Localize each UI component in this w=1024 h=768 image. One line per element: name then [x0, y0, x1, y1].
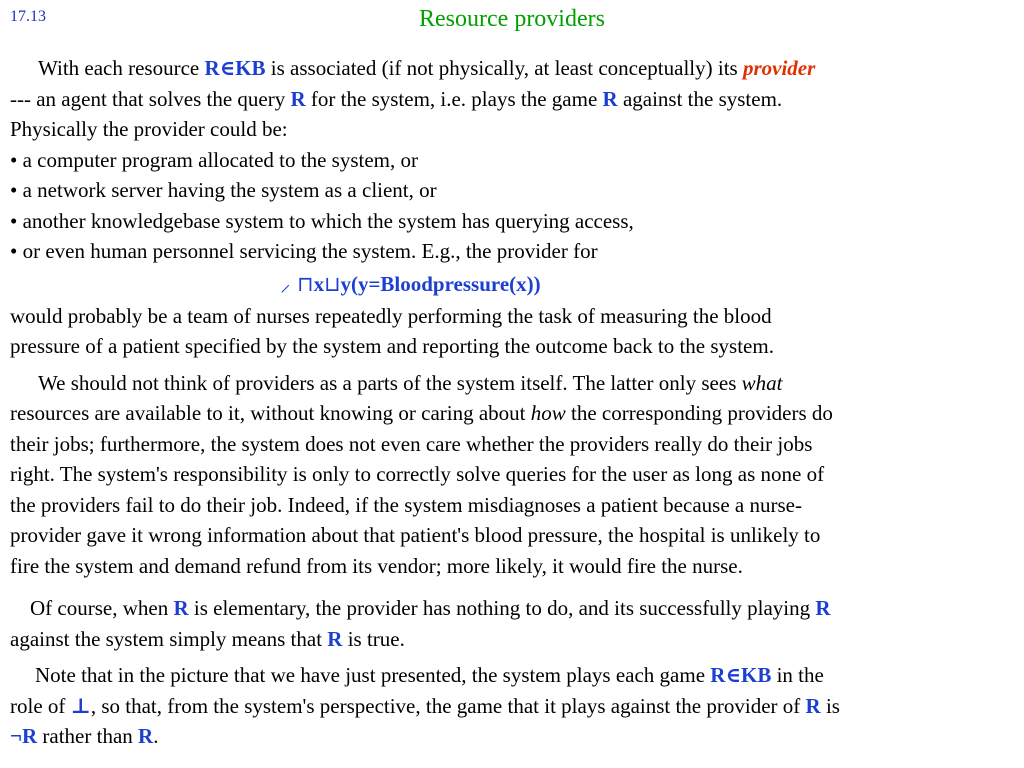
formula-var: x	[313, 271, 325, 296]
r-term: R	[290, 86, 306, 111]
text: role of	[10, 693, 71, 718]
bullet-item: • a computer program allocated to the system, or	[10, 147, 418, 172]
resource-term: R∈KB	[204, 56, 266, 80]
text: , so that, from the system's perspective, the game that it plays against the provider of	[90, 693, 806, 718]
p2-line-2	[10, 398, 1018, 429]
p3-line-2	[10, 624, 1018, 655]
text: Of course, when	[30, 596, 174, 620]
bullet-item: • another knowledgebase system to which the system has querying access,	[10, 208, 634, 233]
r-term: R	[815, 596, 831, 620]
formula-operator: ⊔	[324, 271, 341, 296]
p2-line: provider gave it wrong information about that patient's blood pressure, the hospital is unlikely to	[10, 523, 821, 547]
slide-title: Resource providers	[419, 6, 605, 32]
text: .	[153, 724, 159, 748]
resource-term: R∈KB	[710, 663, 772, 687]
formula	[10, 267, 1018, 301]
p2-line: fire the system and demand refund from its vendor; more likely, it would fire the nurse.	[10, 553, 743, 578]
bullet-item: • or even human personnel servicing the system. E.g., the provider for	[10, 239, 598, 263]
r-term: R	[602, 86, 618, 111]
formula-operator: ⸝ ⊓	[280, 271, 314, 296]
slide-body	[10, 53, 1018, 752]
text: rather than	[37, 724, 139, 748]
p2-line: right. The system's responsibility is only to correctly solve queries for the user as long as none of	[10, 462, 825, 486]
text: is	[820, 693, 840, 718]
text: resources are available to it, without knowing or caring about	[10, 401, 531, 425]
r-term: R	[173, 596, 189, 620]
r-term: R	[327, 626, 343, 651]
text: Note that in the picture that we have just presented, the system plays each game	[35, 663, 711, 687]
r-term: R	[138, 724, 154, 748]
text: We should not think of providers as a parts of the system itself. The latter only sees	[38, 370, 742, 395]
text: in the	[771, 663, 824, 687]
italic-how: how	[530, 401, 566, 425]
bottom-symbol: ⊥	[70, 693, 91, 718]
text: is associated (if not physically, at least conceptually) its	[265, 56, 743, 80]
p1-line-2	[10, 84, 1018, 115]
text: is elementary, the provider has nothing to do, and its successfully playing	[188, 596, 816, 620]
bullet-item: • a network server having the system as a client, or	[10, 178, 437, 202]
p2-line: the providers fail to do their job. Indeed, if the system misdiagnoses a patient because a nurse-	[10, 492, 802, 517]
text: --- an agent that solves the query	[10, 86, 291, 111]
p2-line-1	[10, 368, 1018, 399]
provider-term: provider	[742, 56, 816, 80]
text: the corresponding providers do	[565, 401, 833, 425]
p3-line-1	[10, 593, 1018, 624]
p4-line-1	[10, 660, 1018, 691]
slide-number: 17.13	[10, 8, 46, 25]
text: against the system.	[617, 86, 783, 111]
text: against the system simply means that	[10, 626, 328, 651]
p1-line-3: Physically the provider could be:	[10, 117, 288, 141]
p4-line-2	[10, 691, 1018, 722]
p2-line: their jobs; furthermore, the system does not even care whether the providers really do their jobs	[10, 431, 813, 456]
text: With each resource	[38, 56, 205, 80]
text: for the system, i.e. plays the game	[305, 86, 603, 111]
p1-after-1: would probably be a team of nurses repeatedly performing the task of measuring the blood	[10, 303, 772, 328]
r-term: R	[805, 693, 821, 718]
negated-r-term: ¬R	[10, 724, 38, 748]
italic-what: what	[741, 370, 783, 395]
p1-line-1	[10, 53, 1018, 84]
text: is true.	[342, 626, 405, 651]
formula-body: y(y=Bloodpressure(x))	[340, 271, 541, 296]
p4-line-3	[10, 721, 1018, 752]
p1-after-2: pressure of a patient specified by the system and reporting the outcome back to the system.	[10, 334, 774, 358]
